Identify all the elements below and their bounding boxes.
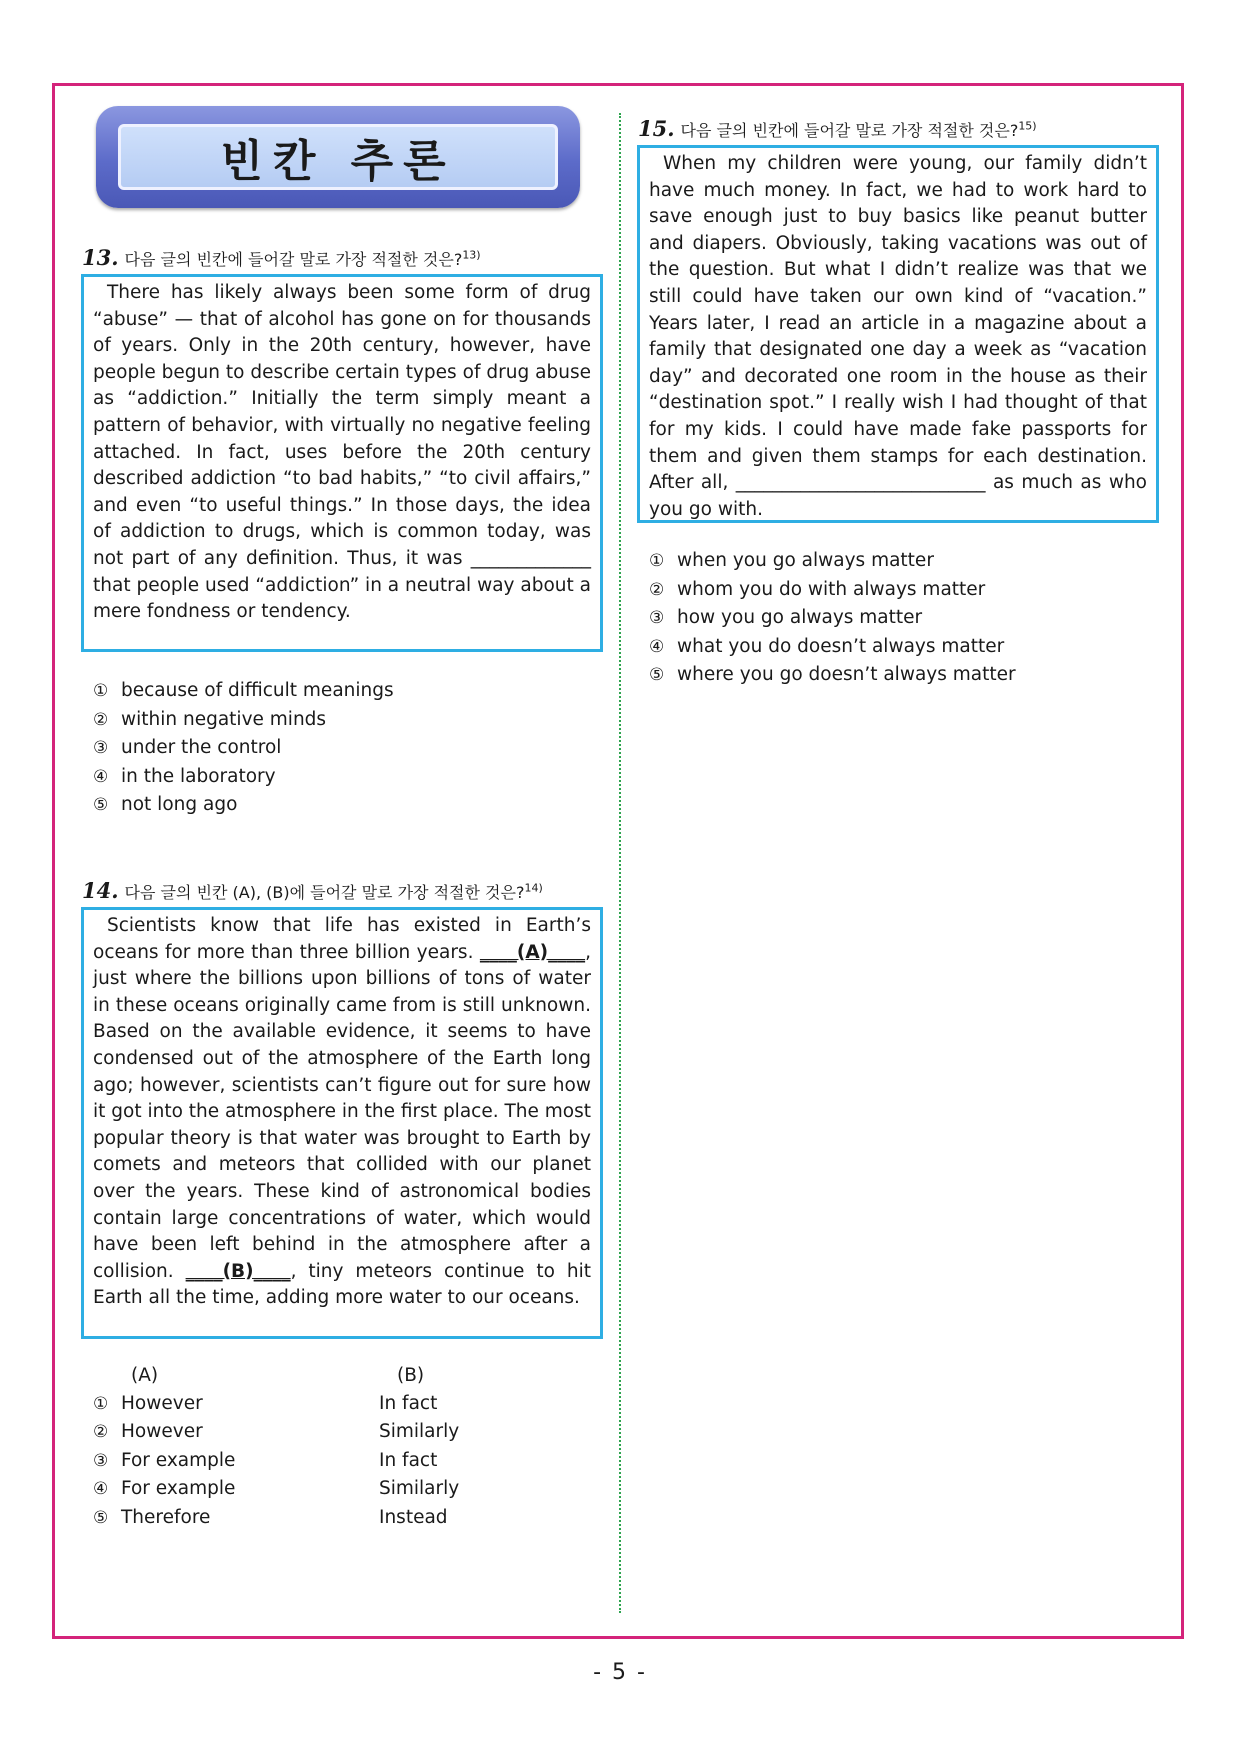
q14-choices: [93, 1362, 459, 1533]
q15-passage-box: [637, 145, 1159, 523]
q14-choice[interactable]: ② However Similarly: [93, 1421, 460, 1443]
q13-choices: [93, 677, 394, 820]
q13-header: [82, 245, 481, 270]
q15-choice[interactable]: ① when you go always matter: [649, 550, 934, 571]
q13-footnote: 13): [462, 248, 481, 262]
blank-a: ____(A)____: [479, 941, 586, 963]
q14-choice[interactable]: ③ For example In fact: [93, 1449, 438, 1471]
q13-passage: There has likely always been some form of drug “abuse” — that of alcohol has gone on for thousands of years. Only in the 20th century, however, have people begun to describe certain types of drug abuse as “addiction.” Initially the term simply meant a pattern of behavior, with virtually no negative feeling attached. In fact, uses before the 20th century described addiction “to bad habits,” “to civil affairs,” and even “to useful things.” In those days, the idea of addiction to drugs, which is common today, was not part of any definition. Thus, it was _____________ that people used “addiction” in a neutral way about a mere fondness or tendency.: [93, 282, 591, 623]
blank-b: ____(B)____: [185, 1260, 291, 1282]
q15-header: [638, 116, 1037, 141]
q13-choice[interactable]: ③ under the control: [93, 737, 282, 759]
q13-prompt: 다음 글의 빈칸에 들어갈 말로 가장 적절한 것은?: [124, 250, 463, 269]
section-banner: [96, 106, 580, 208]
column-divider: [619, 113, 621, 1613]
q15-footnote: 15): [1018, 119, 1037, 133]
q15-choice[interactable]: ④ what you do doesn’t always matter: [649, 635, 1005, 657]
q15-choices: [649, 547, 1016, 690]
q13-choice[interactable]: ⑤ not long ago: [93, 794, 238, 816]
q13-choice[interactable]: ① because of difficult meanings: [93, 680, 394, 701]
q15-choice[interactable]: ③ how you go always matter: [649, 607, 923, 629]
q14-passage: Scientists know that life has existed in Earth’s oceans for more than three billion years. ____(A)____, just where the billions upon billions of tons of water in these oceans originally came from is still unknown. Based on the available evidence, it seems to have condensed out of the atmosphere of the Earth long ago; however, scientists can’t figure out for sure how it got into the atmosphere in the first place. The most popular theory is that water was brought to Earth by comets and meteors that collided with our planet over the years. These kind of astronomical bodies contain large concentrations of water, which would have been left behind in the atmosphere after a collision. ____(B)____, tiny meteors continue to hit Earth all the time, adding more water to our oceans.: [93, 915, 591, 1309]
q15-prompt: 다음 글의 빈칸에 들어갈 말로 가장 적절한 것은?: [680, 121, 1019, 140]
q14-footnote: 14): [524, 881, 543, 895]
q14-passage-box: [81, 907, 603, 1339]
q15-choice[interactable]: ⑤ where you go doesn’t always matter: [649, 664, 1016, 686]
q14-choice[interactable]: ④ For example Similarly: [93, 1478, 460, 1500]
q14-prompt: 다음 글의 빈칸 (A), (B)에 들어갈 말로 가장 적절한 것은?: [124, 883, 525, 902]
q14-choice[interactable]: ⑤ Therefore Instead: [93, 1506, 448, 1528]
q14-header: [82, 878, 543, 903]
q15-number: 15.: [638, 116, 675, 141]
q14-number: 14.: [82, 878, 119, 903]
q14-choice[interactable]: ① However In fact: [93, 1392, 438, 1414]
q13-passage-box: [81, 274, 603, 652]
q14-choice-header: (A) (B): [131, 1365, 425, 1386]
q15-passage: When my children were young, our family didn’t have much money. In fact, we had to work hard to save enough just to buy basics like peanut butter and diapers. Obviously, taking vacations was out of the question. But what I didn’t realize was that we still could have taken our own kind of “vacation.” Years later, I read an article in a magazine about a family that designated one day a week as “vacation day” and decorated one room in the house as their “destination spot.” I really wish I had thought of that for my kids. I could have made fake passports for them and given them stamps for each destination. After all, ___________________________ as much as who you go with.: [649, 153, 1147, 520]
page-number: - 5 -: [593, 1660, 647, 1685]
q15-choice[interactable]: ② whom you do with always matter: [649, 578, 986, 600]
section-title: 빈칸 추론: [118, 124, 558, 190]
q13-number: 13.: [82, 245, 119, 270]
q13-choice[interactable]: ② within negative minds: [93, 708, 327, 730]
q13-choice[interactable]: ④ in the laboratory: [93, 765, 276, 787]
